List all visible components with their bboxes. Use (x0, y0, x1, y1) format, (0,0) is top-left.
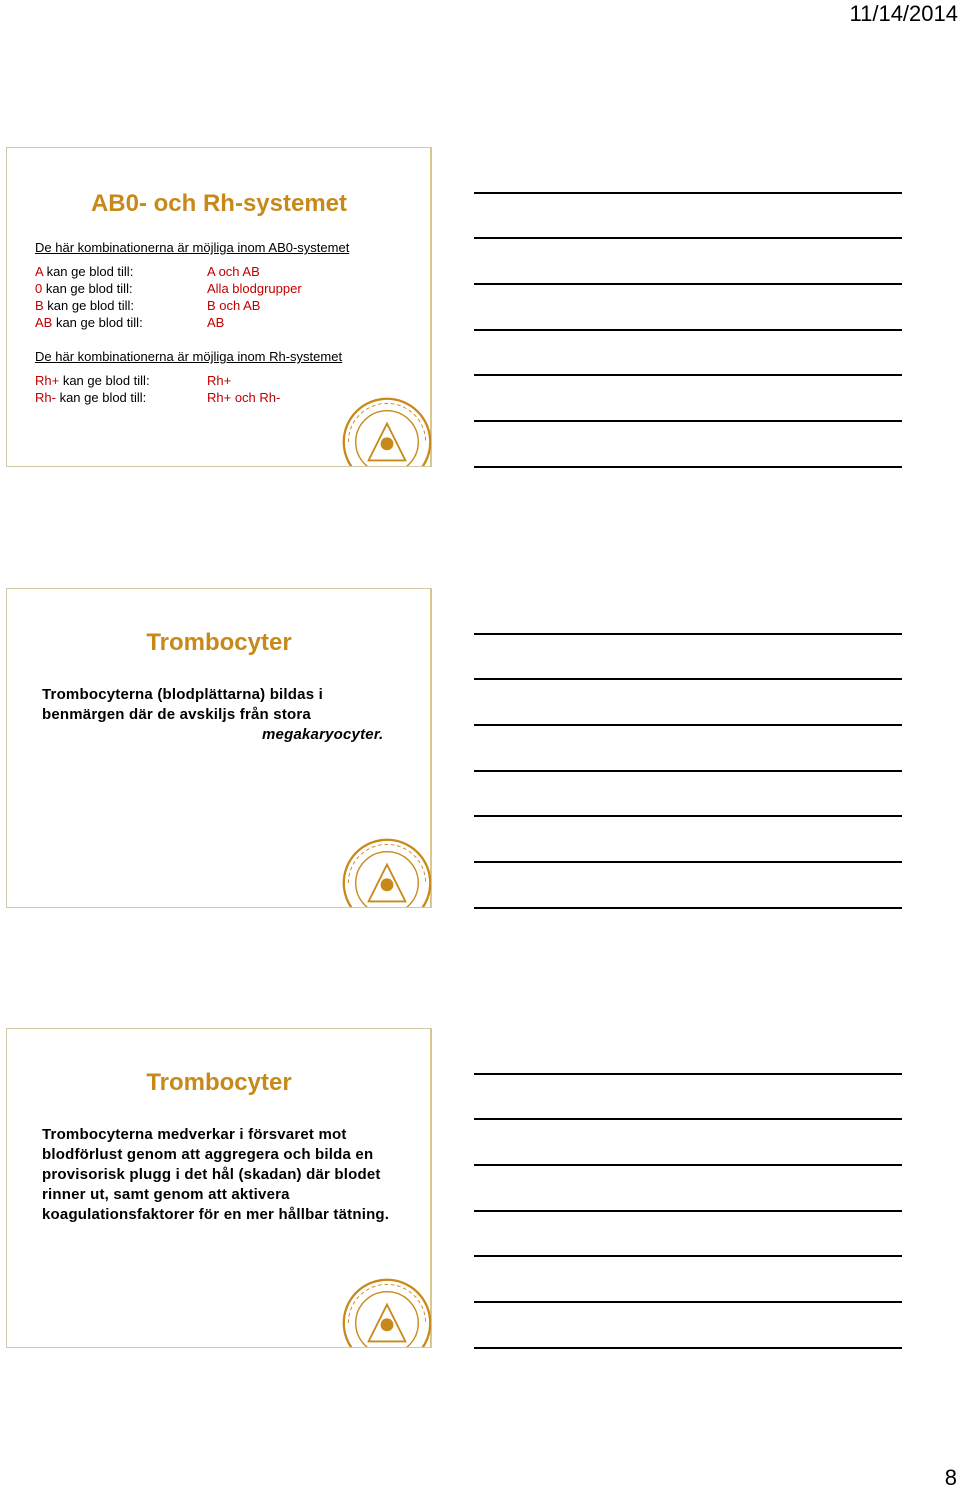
header-date: 11/14/2014 (849, 1, 958, 26)
university-seal-icon (341, 837, 432, 908)
note-line (474, 374, 902, 376)
note-line (474, 192, 902, 194)
slide-trombocyter-2 (6, 1028, 432, 1348)
row-value: Rh+ och Rh- (207, 390, 281, 405)
ab0-table (35, 263, 302, 331)
row-label-red: A (35, 264, 43, 279)
slide-title: Trombocyter (146, 629, 292, 656)
note-line (474, 1347, 902, 1349)
note-line (474, 1301, 902, 1303)
rh-heading: De här kombinationerna är möjliga inom Rh-systemet (35, 349, 343, 364)
page-number: 8 (944, 1465, 957, 1490)
note-line (474, 329, 902, 331)
row-value: Alla blodgrupper (207, 281, 302, 296)
table-row (35, 263, 302, 280)
body-text: Trombocyterna (blodplättarna) bildas i benmärgen där de avskiljs från stora (42, 686, 323, 723)
note-line (474, 815, 902, 817)
row-value: Rh+ (207, 373, 232, 388)
row-label-red: AB (35, 315, 53, 330)
row-label: kan ge blod till: (42, 281, 133, 296)
note-line (474, 724, 902, 726)
slide-ab0-rh (6, 147, 432, 467)
university-seal-icon (341, 396, 432, 467)
note-line (474, 861, 902, 863)
slide-body (42, 685, 401, 745)
row-value: A och AB (207, 264, 260, 279)
row-label: kan ge blod till: (43, 298, 135, 313)
row-label: kan ge blod till: (42, 264, 134, 279)
row-label: kan ge blod till: (52, 315, 143, 330)
slide-title: AB0- och Rh-systemet (90, 190, 348, 217)
ab0-heading: De här kombinationerna är möjliga inom AB0-systemet (35, 240, 350, 255)
row-label-red: Rh+ (35, 373, 60, 388)
row-label: kan ge blod till: (59, 373, 150, 388)
table-row (35, 280, 302, 297)
slide-trombocyter-1 (6, 588, 432, 908)
note-line (474, 420, 902, 422)
row-value: B och AB (207, 298, 261, 313)
body-text-italic: megakaryocyter. (262, 726, 384, 743)
university-seal-icon (341, 1277, 432, 1348)
note-line (474, 1073, 902, 1075)
note-line (474, 907, 902, 909)
rh-table (35, 372, 280, 406)
note-line (474, 1164, 902, 1166)
note-line (474, 633, 902, 635)
row-value: AB (207, 315, 225, 330)
table-row (35, 314, 302, 331)
note-line (474, 1210, 902, 1212)
note-line (474, 466, 902, 468)
note-line (474, 678, 902, 680)
slide-body: Trombocyterna medverkar i försvaret mot blodförlust genom att aggregera och bilda en provisorisk plugg i det hål (skadan) där blodet rinner ut, samt genom att aktivera koagulationsfaktorer för en mer hållbar tätning. (42, 1126, 390, 1223)
slide-title: Trombocyter (146, 1069, 292, 1096)
note-line (474, 237, 902, 239)
note-line (474, 1118, 902, 1120)
note-line (474, 770, 902, 772)
note-line (474, 283, 902, 285)
row-label-red: B (35, 298, 44, 313)
note-line (474, 1255, 902, 1257)
table-row (35, 389, 280, 406)
row-label-red: 0 (35, 281, 43, 296)
table-row (35, 372, 280, 389)
row-label-red: Rh- (35, 390, 56, 405)
row-label: kan ge blod till: (55, 390, 147, 405)
table-row (35, 297, 302, 314)
